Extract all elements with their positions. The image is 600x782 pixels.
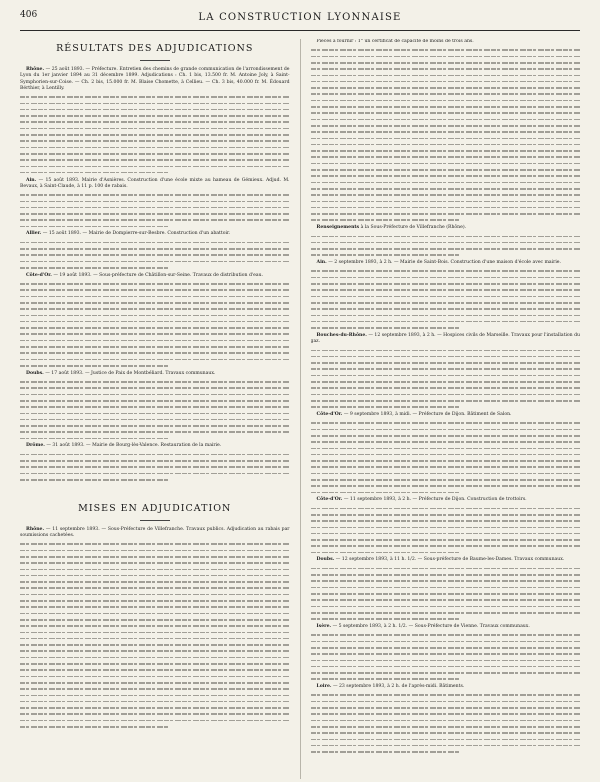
paragraph-text (311, 39, 581, 45)
journal-title: LA CONSTRUCTION LYONNAISE (198, 12, 402, 23)
paragraph-lede: Ain. (26, 177, 37, 183)
article-paragraph (311, 333, 581, 410)
paragraph-lede: Rhône. (26, 526, 45, 532)
paragraph-text (20, 67, 290, 92)
page-header (20, 10, 580, 26)
column-divider (300, 39, 301, 779)
paragraph-body: — 2 septembre 1893, à 2 h. — Mairie de Saint-Bois. Construction d'une maison d'école avec mairie. (326, 260, 561, 266)
paragraph-text (311, 624, 581, 630)
paragraph-body: — 15 août 1893. Mairie d'Asnières. Construction d'une école mixte au hameau de Gémieux. Adjud. M. Bevaux, à Saint-Claude, à 11 p. 100 de rabais. (20, 177, 290, 189)
paragraph-body: — 23 septembre 1893, à 2 h. de l'après-midi. Bâtiments. (331, 684, 465, 690)
print-line (311, 404, 581, 410)
paragraph-body: Pièces à fournir : 1° un certificat de capacité de moins de trois ans. (316, 39, 474, 44)
article-paragraph (20, 231, 290, 270)
paragraph-lede: Renseignements (316, 225, 360, 231)
paragraph-lede: Doubs. (316, 557, 335, 563)
paragraph-body: — 12 septembre 1893, à 2 h. — Hospices civils de Marseille. Travaux pour l'installation du gaz. (310, 332, 581, 345)
print-line (20, 264, 290, 270)
article-paragraph (311, 557, 581, 621)
print-line (20, 476, 290, 482)
paragraph-body: — 15 août 1893. — Mairie de Dompierre-sur-Besbre. Construction d'un abattoir. (41, 231, 231, 237)
paragraph-text (20, 231, 290, 237)
article-paragraph (20, 443, 290, 482)
article-paragraph (311, 684, 581, 755)
print-line (20, 169, 290, 175)
article-paragraph (20, 178, 290, 230)
print-line (311, 549, 581, 555)
paragraph-lede: Drôme. (26, 443, 45, 449)
paragraph-lede: Côte-d'Or. (316, 411, 343, 417)
paragraph-body: à la Sous-Préfecture de Villefranche (Rhône). (359, 225, 467, 231)
paragraph-text (20, 178, 290, 191)
paragraph-lede: Ain. (316, 260, 327, 266)
article-paragraph (20, 67, 290, 176)
paragraph-body: — 17 août 1893. — Justice de Paix de Montbéliard. Travaux communaux. (43, 370, 216, 376)
paragraph-text (311, 225, 581, 231)
print-line (20, 362, 290, 368)
right-column-body (311, 39, 581, 755)
section-title-mises: MISES EN ADJUDICATION (78, 502, 232, 514)
section-title-resultats: RÉSULTATS DES ADJUDICATIONS (56, 43, 254, 54)
print-line (311, 325, 581, 331)
header-rule (20, 30, 580, 31)
paragraph-lede: Allier. (26, 231, 42, 237)
article-paragraph (20, 371, 290, 442)
print-line (20, 435, 290, 441)
paragraph-lede: Rhône. (26, 67, 45, 72)
paragraph-body: — 11 septembre 1893, à 2 h. — Préfecture de Dijon. Construction de trottoirs. (342, 497, 527, 503)
print-line (311, 616, 581, 622)
paragraph-text (20, 527, 290, 540)
paragraph-body: — 19 août 1893. — Sous-préfecture de Châtillon-sur-Seine. Travaux de distribution d'eau. (51, 272, 264, 278)
mises-body (20, 527, 290, 730)
article-paragraph (20, 527, 290, 730)
paragraph-text (311, 260, 581, 266)
paragraph-text (311, 333, 581, 346)
resultats-body (20, 67, 290, 483)
print-line (311, 676, 581, 682)
paragraph-text (311, 557, 581, 563)
article-paragraph (311, 497, 581, 555)
article-paragraph (311, 624, 581, 682)
paragraph-lede: Doubs. (26, 370, 44, 376)
paragraph-body: — 12 septembre 1893, à 11 h. 1/2. — Sous-préfecture de Baume-les-Dames. Travaux communaux. (334, 557, 565, 563)
paragraph-body: — 31 août 1893. — Mairie de Bourg-lès-Valence. Restauration de la mairie. (44, 443, 222, 449)
paragraph-lede: Côte-d'Or. (26, 272, 52, 278)
paragraph-lede: Bouches-du-Rhône. (316, 332, 367, 338)
paragraph-lede: Loire. (316, 684, 332, 690)
paragraph-body: — 5 septembre 1893, à 2 h. 1/2. — Sous-Préfecture de Vienne. Travaux communaux. (331, 623, 530, 629)
title-rule (140, 60, 170, 61)
article-paragraph (311, 260, 581, 331)
article-paragraph (20, 273, 290, 369)
paragraph-body: — 11 septembre 1893. — Sous-Préfecture de Villefranche. Travaux publics. Adjudication au rabais par soumissions cachetées. (20, 526, 290, 538)
paragraph-body: — 25 août 1893. — Préfecture. Entretien des chemins de grande communication de l'arrondissement de Lyon du 1er janvier 1894 au 31 décembre 1899. Adjudications : Ch. 1 bis, 13.500 fr. M. Antoine Joly, à Saint-Symphorien-sur-Coise. — Ch. 2 bis, 15.000 fr. M. Blaise Chomette, à Cellieu. — Ch. 3 bis, 40.000 fr. M. Édouard Bérthier, à Lentilly. (20, 67, 290, 91)
article-paragraph (311, 225, 581, 258)
print-line (311, 749, 581, 755)
print-line (311, 252, 581, 258)
paragraph-text (20, 371, 290, 377)
print-line (20, 223, 290, 229)
article-paragraph (311, 412, 581, 495)
paragraph-text (20, 443, 290, 449)
article-paragraph (311, 39, 581, 223)
left-column (20, 39, 290, 779)
paragraph-lede: Isère. (316, 623, 332, 629)
page-number: 406 (20, 10, 38, 20)
paragraph-text (311, 497, 581, 503)
paragraph-text (311, 412, 581, 418)
print-line (311, 217, 581, 223)
print-line (311, 489, 581, 495)
article-columns (20, 39, 580, 779)
paragraph-lede: Côte-d'Or. (316, 497, 343, 503)
print-line (20, 723, 290, 729)
right-column (311, 39, 581, 779)
paragraph-text (311, 684, 581, 690)
paragraph-text (20, 273, 290, 279)
title-rule (140, 520, 170, 521)
paragraph-body: — 9 septembre 1893, à midi. — Préfecture de Dijon. Bâtiment de Salon. (342, 411, 512, 417)
